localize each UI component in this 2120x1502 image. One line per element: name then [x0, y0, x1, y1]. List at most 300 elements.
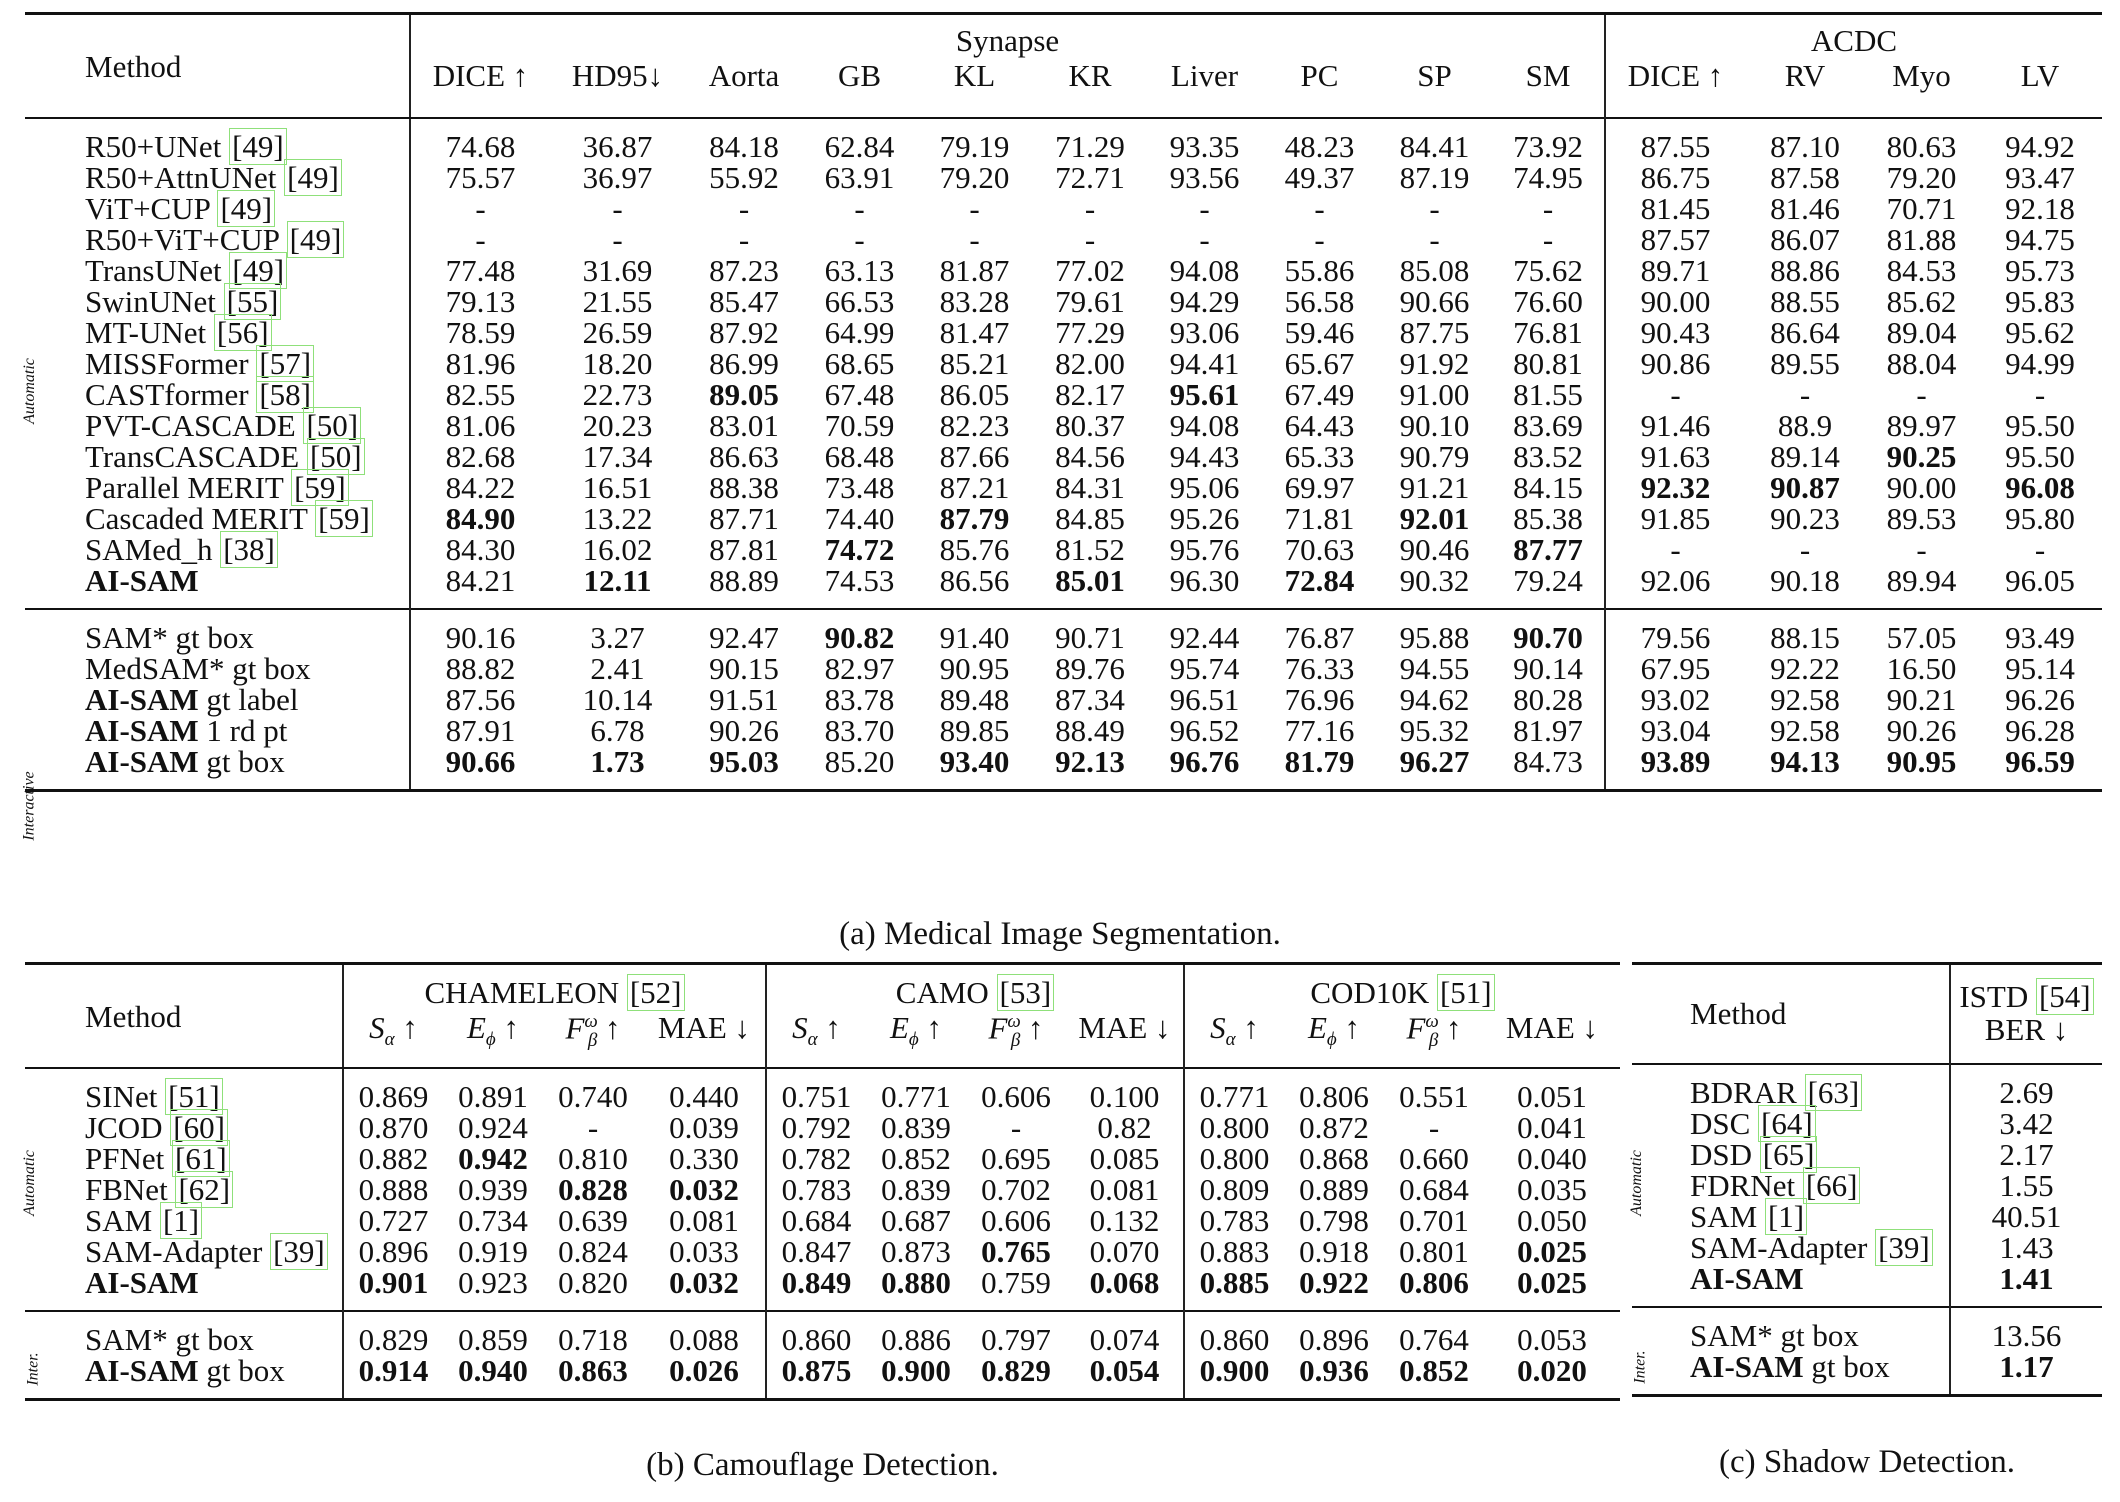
f-beta-header: $F^\omega_\beta$ ↑ [1406, 1010, 1462, 1051]
value-cell: 91.40 [939, 620, 1010, 655]
value-cell: 88.82 [410, 653, 550, 684]
value-cell: 85.47 [709, 284, 779, 319]
value-cell: 90.14 [1513, 651, 1583, 686]
method-name: FBNet [85, 1172, 168, 1207]
value-cell: 83.70 [824, 713, 895, 748]
value-cell: 89.48 [939, 682, 1010, 717]
citation-ref: [63] [1805, 1074, 1863, 1111]
value-cell: 87.66 [939, 439, 1010, 474]
value-cell: 89.94 [1886, 563, 1957, 598]
value-cell: - [1429, 222, 1440, 257]
camo-caption: (b) Camouflage Detection. [646, 1447, 999, 1483]
value-cell: 94.29 [1169, 284, 1240, 319]
value-cell: - [1605, 534, 1745, 565]
value-cell: 0.088 [669, 1322, 739, 1357]
shadow-table-section [1627, 962, 2102, 1397]
value-cell: 0.033 [669, 1234, 739, 1269]
value-cell: 57.05 [1886, 620, 1957, 655]
value-cell: 91.00 [1399, 377, 1470, 412]
value-cell: 87.58 [1770, 160, 1840, 195]
value-cell: 18.20 [582, 346, 653, 381]
citation-ref: [65] [1760, 1136, 1818, 1173]
value-cell: 36.97 [582, 160, 653, 195]
value-cell: 84.22 [410, 472, 550, 503]
value-cell: 0.923 [458, 1265, 528, 1300]
value-cell: 0.684 [766, 1205, 866, 1236]
value-cell: - [969, 222, 980, 257]
citation-ref: [60] [170, 1109, 228, 1146]
method-name: SAM [1690, 1198, 1758, 1234]
value-cell: 1.17 [1950, 1351, 2102, 1396]
value-cell: 90.15 [709, 651, 779, 686]
value-cell: 77.02 [1055, 253, 1125, 288]
value-cell: 0.054 [1089, 1353, 1160, 1388]
value-cell: 96.76 [1169, 744, 1240, 779]
value-cell: 0.751 [766, 1068, 866, 1112]
method-name-cell [25, 410, 410, 441]
method-name: TransCASCADE [85, 439, 300, 474]
value-cell: 96.52 [1169, 713, 1240, 748]
value-cell: 87.19 [1399, 160, 1470, 195]
value-cell: 0.783 [1184, 1205, 1284, 1236]
value-cell: 0.924 [458, 1110, 528, 1145]
value-cell: 66.53 [824, 284, 895, 319]
value-cell: 88.04 [1886, 346, 1957, 381]
value-cell: 90.71 [1055, 620, 1125, 655]
value-cell: 95.61 [1169, 377, 1240, 412]
shadow-caption: (c) Shadow Detection. [1719, 1444, 2015, 1480]
value-cell: 0.639 [558, 1203, 628, 1238]
value-cell: 0.829 [343, 1311, 443, 1355]
value-cell: 0.868 [1299, 1141, 1369, 1176]
value-cell: 1.73 [590, 744, 645, 779]
value-cell: 0.869 [343, 1068, 443, 1112]
table-row [25, 1267, 1620, 1311]
mae-header: MAE ↓ [1078, 1010, 1171, 1045]
value-cell: 96.30 [1169, 563, 1240, 598]
value-cell: 86.99 [709, 346, 779, 381]
method-name: SAM-Adapter [1690, 1229, 1868, 1265]
table-row [25, 534, 2102, 565]
value-cell: 0.801 [1399, 1234, 1469, 1269]
value-cell: - [1542, 222, 1554, 257]
table-row [25, 503, 2102, 534]
method-name-cell [1632, 1136, 1950, 1172]
value-cell: 83.69 [1513, 408, 1583, 443]
method-name: Parallel MERIT [85, 470, 284, 505]
method-name-cell [25, 684, 410, 715]
value-cell: 87.92 [709, 315, 779, 350]
value-cell: 87.75 [1399, 315, 1470, 350]
camo-group-automatic-label: Automatic [20, 1150, 38, 1216]
value-cell: 0.771 [1184, 1068, 1284, 1112]
med-col-header: SP [1417, 58, 1452, 93]
method-name: MedSAM [85, 651, 210, 686]
value-cell: 87.81 [709, 532, 779, 567]
value-cell: 81.52 [1055, 532, 1125, 567]
value-cell: - [1084, 222, 1096, 257]
citation-ref: [39] [270, 1233, 328, 1270]
table-row [25, 255, 2102, 286]
value-cell: 68.48 [824, 439, 895, 474]
value-cell: 0.440 [669, 1079, 739, 1114]
camo-table-section [20, 962, 1620, 1401]
med-col-header: DICE ↑ [1605, 56, 1745, 118]
value-cell: 64.99 [824, 315, 895, 350]
value-cell: 81.87 [939, 253, 1010, 288]
method-name-cell [25, 286, 410, 317]
value-cell: 0.839 [881, 1172, 951, 1207]
value-cell: 90.43 [1605, 317, 1745, 348]
value-cell: 0.885 [1184, 1267, 1284, 1311]
value-cell: 95.50 [2005, 439, 2075, 474]
value-cell: 68.65 [824, 346, 895, 381]
value-cell: 0.800 [1184, 1143, 1284, 1174]
value-cell: 76.60 [1513, 284, 1583, 319]
value-cell: 0.701 [1399, 1203, 1469, 1238]
value-cell: 0.718 [558, 1322, 628, 1357]
value-cell: 0.900 [881, 1353, 951, 1388]
value-cell: 0.824 [558, 1234, 628, 1269]
value-cell: 94.08 [1169, 408, 1240, 443]
value-cell: 55.86 [1284, 253, 1355, 288]
method-name-cell [25, 379, 410, 410]
value-cell: 94.62 [1399, 682, 1470, 717]
value-cell: 92.18 [2005, 191, 2075, 226]
method-name-cell [25, 715, 410, 746]
value-cell: 90.16 [410, 609, 550, 653]
value-cell: 90.32 [1399, 563, 1470, 598]
value-cell: 80.28 [1513, 682, 1583, 717]
value-cell: 2.17 [1950, 1139, 2102, 1170]
value-cell: 0.025 [1517, 1265, 1587, 1300]
value-cell: - [1199, 191, 1210, 226]
value-cell: 89.76 [1055, 651, 1125, 686]
value-cell: 92.58 [1770, 713, 1840, 748]
value-cell: 20.23 [582, 408, 653, 443]
value-cell: 88.86 [1770, 253, 1840, 288]
value-cell: 0.806 [1299, 1079, 1369, 1114]
med-col-header: SM [1525, 58, 1571, 93]
value-cell: 93.89 [1605, 746, 1745, 791]
method-name: SINet [85, 1079, 158, 1114]
table-row [25, 746, 2102, 791]
value-cell: 89.71 [1605, 255, 1745, 286]
value-cell: 0.050 [1517, 1203, 1587, 1238]
s-alpha-header: $S_\alpha$ ↑ [1184, 1008, 1284, 1068]
value-cell: 79.24 [1513, 563, 1583, 598]
value-cell: - [2034, 532, 2046, 567]
value-cell: 84.15 [1513, 470, 1583, 505]
method-name: MT-UNet [85, 315, 207, 350]
method-name-cell [25, 193, 410, 224]
value-cell: 92.01 [1399, 501, 1470, 536]
value-cell: - [1916, 377, 1927, 412]
value-cell: 95.80 [2005, 501, 2075, 536]
method-name: R50+ViT+CUP [85, 222, 279, 257]
value-cell: 93.40 [939, 744, 1010, 779]
value-cell: - [1314, 191, 1325, 226]
value-cell: 0.889 [1299, 1172, 1369, 1207]
table-row [25, 1355, 1620, 1400]
value-cell: 96.26 [2005, 682, 2075, 717]
value-cell: 87.79 [939, 501, 1010, 536]
value-cell: 6.78 [590, 713, 645, 748]
value-cell: 86.07 [1770, 222, 1840, 257]
method-name-cell [25, 1236, 343, 1267]
value-cell: 0.040 [1517, 1141, 1587, 1176]
value-cell: 84.41 [1399, 129, 1470, 164]
method-name-cell [1632, 1167, 1950, 1203]
value-cell: 89.85 [939, 713, 1010, 748]
value-cell: 90.10 [1399, 408, 1470, 443]
value-cell: 92.47 [709, 620, 779, 655]
method-suffix: gt box [198, 744, 285, 779]
value-cell: 63.13 [824, 253, 895, 288]
value-cell: 76.81 [1513, 315, 1583, 350]
value-cell: 0.852 [1399, 1353, 1469, 1388]
value-cell: 95.03 [709, 744, 779, 779]
value-cell: 76.33 [1284, 651, 1355, 686]
value-cell: 63.91 [824, 160, 895, 195]
citation-ref: [49] [229, 128, 287, 165]
table-row [25, 317, 2102, 348]
citation-ref: [64] [1758, 1105, 1816, 1142]
value-cell: 0.765 [981, 1234, 1051, 1269]
value-cell: 17.34 [582, 439, 653, 474]
value-cell: 1.55 [1950, 1170, 2102, 1201]
value-cell: 71.81 [1284, 501, 1355, 536]
value-cell: - [1605, 379, 1745, 410]
value-cell: 0.880 [881, 1265, 951, 1300]
method-name: SAM-Adapter [85, 1234, 263, 1269]
table-row [1632, 1139, 2102, 1170]
value-cell: 0.860 [766, 1311, 866, 1355]
value-cell: 0.025 [1517, 1234, 1587, 1269]
value-cell: 85.76 [939, 532, 1010, 567]
value-cell: 85.08 [1399, 253, 1470, 288]
value-cell: 94.13 [1770, 744, 1840, 779]
method-name-cell [25, 746, 410, 791]
value-cell: 90.82 [824, 620, 895, 655]
value-cell: 0.764 [1399, 1322, 1469, 1357]
value-cell: 90.23 [1770, 501, 1840, 536]
value-cell: 92.32 [1605, 472, 1745, 503]
value-cell: 91.46 [1605, 410, 1745, 441]
value-cell: 95.32 [1399, 713, 1470, 748]
value-cell: - [1799, 377, 1811, 412]
value-cell: 0.551 [1399, 1079, 1469, 1114]
med-col-header: PC [1300, 58, 1339, 93]
value-cell: 70.59 [824, 408, 895, 443]
value-cell: 89.14 [1770, 439, 1840, 474]
med-col-header: RV [1784, 58, 1826, 93]
value-cell: 74.40 [824, 501, 895, 536]
table-row [25, 1112, 1620, 1143]
value-cell: 80.81 [1513, 346, 1583, 381]
value-cell: 86.75 [1605, 162, 1745, 193]
citation-ref: [55] [224, 283, 282, 320]
method-name: TransUNet [85, 253, 222, 288]
method-name: AI-SAM [85, 682, 199, 717]
value-cell: 80.37 [1055, 408, 1125, 443]
value-cell: 90.70 [1513, 620, 1583, 655]
value-cell: 0.798 [1299, 1203, 1369, 1238]
med-col-header: GB [837, 58, 882, 93]
value-cell: 84.85 [1055, 501, 1125, 536]
value-cell: 74.68 [410, 118, 550, 162]
method-suffix: 1 rd pt [198, 713, 288, 748]
citation-ref: [39] [1875, 1229, 1933, 1266]
value-cell: 0.797 [981, 1322, 1051, 1357]
value-cell: 96.51 [1169, 682, 1240, 717]
citation-ref: [49] [287, 221, 345, 258]
value-cell: 70.63 [1284, 532, 1355, 567]
value-cell: 96.05 [2005, 563, 2075, 598]
value-cell: 90.79 [1399, 439, 1470, 474]
value-cell: - [854, 191, 865, 226]
value-cell: 0.936 [1299, 1353, 1369, 1388]
value-cell: 94.43 [1169, 439, 1240, 474]
value-cell: 82.23 [939, 408, 1010, 443]
value-cell: 88.15 [1770, 620, 1840, 655]
value-cell: 0.809 [1184, 1174, 1284, 1205]
method-name: PVT-CASCADE [85, 408, 296, 443]
value-cell: 0.870 [343, 1112, 443, 1143]
value-cell: 81.79 [1284, 744, 1355, 779]
value-cell: 0.886 [881, 1322, 951, 1357]
value-cell: 88.49 [1055, 713, 1125, 748]
method-name-cell [25, 534, 410, 565]
table-row [1632, 1201, 2102, 1232]
method-name-cell [1632, 1229, 1950, 1265]
shadow-table [1632, 962, 2102, 1397]
method-name-cell [1632, 1307, 1950, 1351]
value-cell: - [1429, 191, 1440, 226]
med-col-header: Myo [1892, 58, 1951, 93]
table-row [25, 441, 2102, 472]
method-header: Method [25, 14, 410, 119]
value-cell: 0.053 [1517, 1322, 1587, 1357]
table-row [1632, 1307, 2102, 1351]
camo-group-inter-label: Inter. [24, 1352, 42, 1386]
value-cell: 75.62 [1513, 253, 1583, 288]
value-cell: 0.820 [558, 1265, 628, 1300]
value-cell: 67.48 [824, 377, 895, 412]
value-cell: 88.55 [1770, 284, 1840, 319]
method-name-cell [25, 162, 410, 193]
value-cell: 87.34 [1055, 682, 1125, 717]
value-cell: 0.074 [1089, 1322, 1160, 1357]
group-automatic-label: Automatic [20, 358, 38, 424]
value-cell: 0.132 [1089, 1203, 1160, 1238]
value-cell: - [1799, 532, 1811, 567]
value-cell: 0.882 [343, 1143, 443, 1174]
table-row [25, 653, 2102, 684]
method-name-cell [25, 441, 410, 472]
value-cell: 0.081 [1089, 1172, 1160, 1207]
value-cell: 73.92 [1513, 129, 1583, 164]
value-cell: 88.38 [709, 470, 779, 505]
value-cell: 91.85 [1605, 503, 1745, 534]
value-cell: 95.26 [1169, 501, 1240, 536]
value-cell: 48.23 [1284, 129, 1355, 164]
value-cell: 0.606 [981, 1079, 1051, 1114]
value-cell: 0.740 [558, 1079, 628, 1114]
value-cell: - [1199, 222, 1210, 257]
table-row [25, 1174, 1620, 1205]
value-cell: - [1542, 191, 1554, 226]
value-cell: 1.43 [1950, 1232, 2102, 1263]
value-cell: 76.96 [1284, 682, 1355, 717]
method-name-cell [1632, 1198, 1950, 1234]
med-col-header: KL [953, 58, 996, 93]
value-cell: 0.942 [458, 1141, 528, 1176]
value-cell: 55.92 [709, 160, 779, 195]
value-cell: 87.77 [1513, 532, 1583, 567]
value-cell: 85.20 [824, 744, 895, 779]
value-cell: 0.081 [669, 1203, 739, 1238]
value-cell: 74.95 [1513, 160, 1583, 195]
value-cell: 95.76 [1169, 532, 1240, 567]
value-cell: 0.852 [881, 1141, 951, 1176]
value-cell: 0.891 [458, 1079, 528, 1114]
value-cell: 0.896 [343, 1236, 443, 1267]
table-row [25, 1068, 1620, 1112]
value-cell: 0.896 [1299, 1322, 1369, 1357]
method-name: SAM [85, 1322, 153, 1357]
value-cell: 95.83 [2005, 284, 2075, 319]
value-cell: 0.939 [458, 1172, 528, 1207]
value-cell: 0.849 [766, 1267, 866, 1311]
value-cell: 95.50 [2005, 408, 2075, 443]
table-row [25, 1236, 1620, 1267]
method-name-cell [25, 118, 410, 162]
value-cell: 74.53 [824, 563, 895, 598]
med-col-header: HD95↓ [571, 58, 664, 93]
value-cell: 96.27 [1399, 744, 1470, 779]
value-cell: 2.69 [1950, 1064, 2102, 1108]
method-name-cell [25, 1267, 343, 1311]
value-cell: 84.90 [410, 503, 550, 534]
med-col-header: DICE ↑ [410, 56, 550, 118]
method-name-cell [25, 317, 410, 348]
method-name: R50+UNet [85, 129, 222, 164]
citation-ref: [51] [165, 1078, 223, 1115]
value-cell: 0.863 [558, 1353, 628, 1388]
table-row [25, 193, 2102, 224]
shadow-method-header: Method [1690, 996, 1787, 1032]
method-name-cell [25, 1143, 343, 1174]
value-cell: 82.97 [824, 651, 895, 686]
method-name-cell [1632, 1260, 1950, 1307]
value-cell: 93.06 [1169, 315, 1240, 350]
value-cell: 64.43 [1284, 408, 1355, 443]
value-cell: 0.900 [1184, 1355, 1284, 1400]
value-cell: 87.57 [1605, 224, 1745, 255]
value-cell: 22.73 [582, 377, 653, 412]
method-name: BDRAR [1690, 1074, 1797, 1110]
value-cell: 3.27 [590, 620, 645, 655]
method-suffix: * gt box [209, 651, 311, 686]
method-suffix: gt box [198, 1353, 285, 1388]
method-suffix: * gt box [152, 620, 254, 655]
value-cell: 85.21 [939, 346, 1010, 381]
method-name: FDRNet [1690, 1167, 1796, 1203]
method-name-cell [25, 224, 410, 255]
e-phi-header: $E_\phi$ ↑ [889, 1010, 943, 1051]
method-suffix: * gt box [1757, 1317, 1859, 1353]
